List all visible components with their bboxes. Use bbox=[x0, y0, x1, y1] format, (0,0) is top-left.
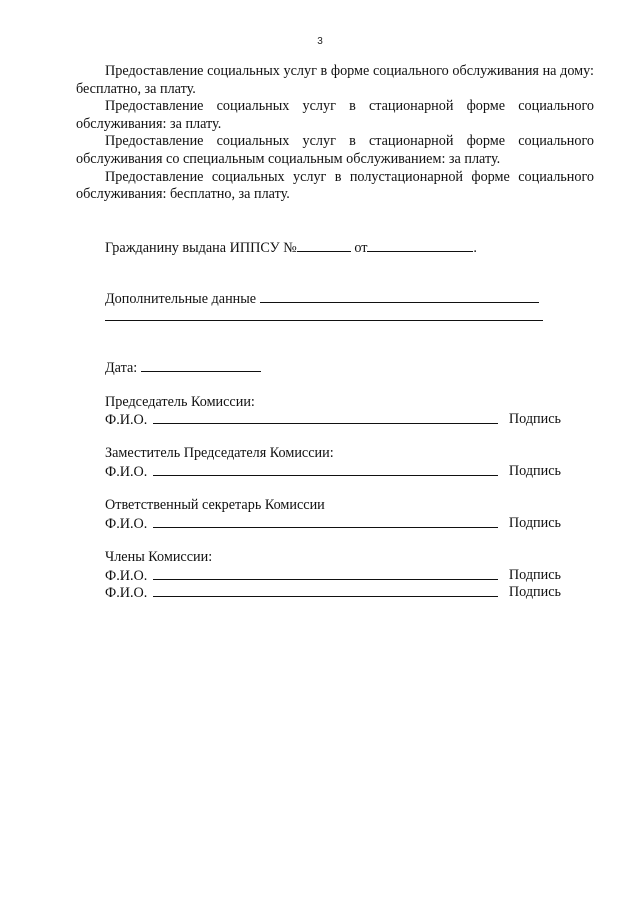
fio-label: Ф.И.О. bbox=[105, 516, 148, 532]
secretary-fio-field[interactable] bbox=[153, 514, 498, 528]
deputy-signature-row bbox=[105, 462, 561, 481]
chairman-title: Председатель Комиссии: bbox=[105, 394, 255, 410]
member-1-fio-field[interactable] bbox=[153, 566, 498, 580]
fio-label: Ф.И.О. bbox=[105, 412, 148, 428]
signature-label: Подпись bbox=[508, 584, 561, 600]
fio-label: Ф.И.О. bbox=[105, 568, 148, 584]
chairman-signature-row bbox=[105, 410, 561, 429]
service-item-home: Предоставление социальных услуг в форме социального обслуживания на дому: бесплатно, за плату. bbox=[76, 63, 594, 97]
fio-label: Ф.И.О. bbox=[105, 464, 148, 480]
service-item-stationary: Предоставление социальных услуг в стационарной форме социального обслуживания: за плату. bbox=[76, 98, 594, 132]
member-2-fio-field[interactable] bbox=[153, 583, 498, 597]
service-item-semistationary: Предоставление социальных услуг в полустационарной форме социального обслуживания: бесплатно, за плату. bbox=[76, 168, 594, 203]
date-field[interactable] bbox=[141, 358, 261, 372]
service-item-stationary-special: Предоставление социальных услуг в стационарной форме социального обслуживания со специальным социальным обслуживанием: за плату. bbox=[76, 133, 594, 167]
ippsu-end: . bbox=[473, 240, 477, 256]
ippsu-label: Гражданину выдана ИППСУ № bbox=[105, 240, 297, 256]
signature-label: Подпись bbox=[508, 463, 561, 479]
chairman-fio-field[interactable] bbox=[153, 410, 498, 424]
signature-label: Подпись bbox=[508, 411, 561, 427]
page-number: 3 bbox=[317, 36, 323, 47]
date-line bbox=[105, 358, 261, 377]
ippsu-number-field[interactable] bbox=[297, 238, 351, 252]
additional-data-field-second-line[interactable] bbox=[105, 320, 543, 321]
ippsu-from-label: от bbox=[354, 240, 368, 256]
secretary-title: Ответственный секретарь Комиссии bbox=[105, 497, 325, 513]
additional-data-line bbox=[105, 289, 539, 308]
secretary-signature-row bbox=[105, 514, 561, 533]
services-list bbox=[76, 63, 594, 204]
ippsu-date-field[interactable] bbox=[367, 238, 473, 252]
signature-label: Подпись bbox=[508, 567, 561, 583]
additional-data-label: Дополнительные данные bbox=[105, 291, 257, 307]
deputy-title: Заместитель Председателя Комиссии: bbox=[105, 445, 334, 461]
date-label: Дата: bbox=[105, 360, 138, 376]
ippsu-line bbox=[105, 238, 477, 257]
member-2-signature-row bbox=[105, 583, 561, 602]
fio-label: Ф.И.О. bbox=[105, 585, 148, 601]
additional-data-field[interactable] bbox=[260, 289, 539, 303]
members-title: Члены Комиссии: bbox=[105, 549, 213, 565]
signature-label: Подпись bbox=[508, 515, 561, 531]
deputy-fio-field[interactable] bbox=[153, 462, 498, 476]
